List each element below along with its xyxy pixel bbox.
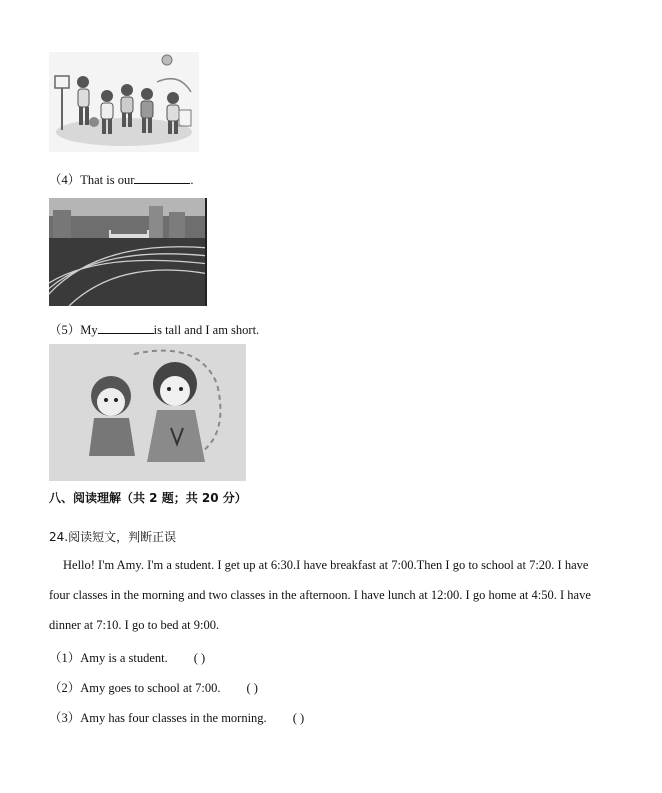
answer-parentheses[interactable]: ( ) xyxy=(193,651,206,665)
answer-parentheses[interactable]: ( ) xyxy=(246,681,258,695)
children-playing-image xyxy=(49,52,199,152)
statement-3 xyxy=(49,708,304,726)
statement-2 xyxy=(49,678,258,696)
passage-line-3: dinner at 7:10. I go to bed at 9:00. xyxy=(49,618,220,632)
question-4 xyxy=(49,170,194,188)
question-4-suffix: . xyxy=(190,173,194,187)
question-24-label: 24.阅读短文，判断正误 xyxy=(49,530,177,544)
statement-3-text: （3）Amy has four classes in the morning. xyxy=(49,711,267,725)
statement-1-text: （1）Amy is a student. xyxy=(49,651,168,665)
statement-1 xyxy=(49,648,205,666)
question-5 xyxy=(49,320,259,338)
two-children-image xyxy=(49,344,246,481)
question-5-prefix: （5）My xyxy=(49,323,98,337)
section-8-title: 八、阅读理解（共 2 题；共 20 分） xyxy=(49,491,247,505)
passage-line-2: four classes in the morning and two classes in the afternoon. I have lunch at 12:00. I go home at 4:50. I have xyxy=(49,588,591,602)
answer-parentheses[interactable]: ( ) xyxy=(292,711,305,725)
question-4-prefix: （4）That is our xyxy=(49,173,135,187)
passage-line-1: Hello! I'm Amy. I'm a student. I get up at 6:30.I have breakfast at 7:00.Then I go to school at 7:20. I have xyxy=(63,558,589,572)
statement-2-text: （2）Amy goes to school at 7:00. xyxy=(49,681,221,695)
answer-blank xyxy=(134,172,190,184)
question-5-suffix: is tall and I am short. xyxy=(153,323,260,337)
answer-blank xyxy=(98,322,154,334)
playground-image xyxy=(49,198,207,306)
